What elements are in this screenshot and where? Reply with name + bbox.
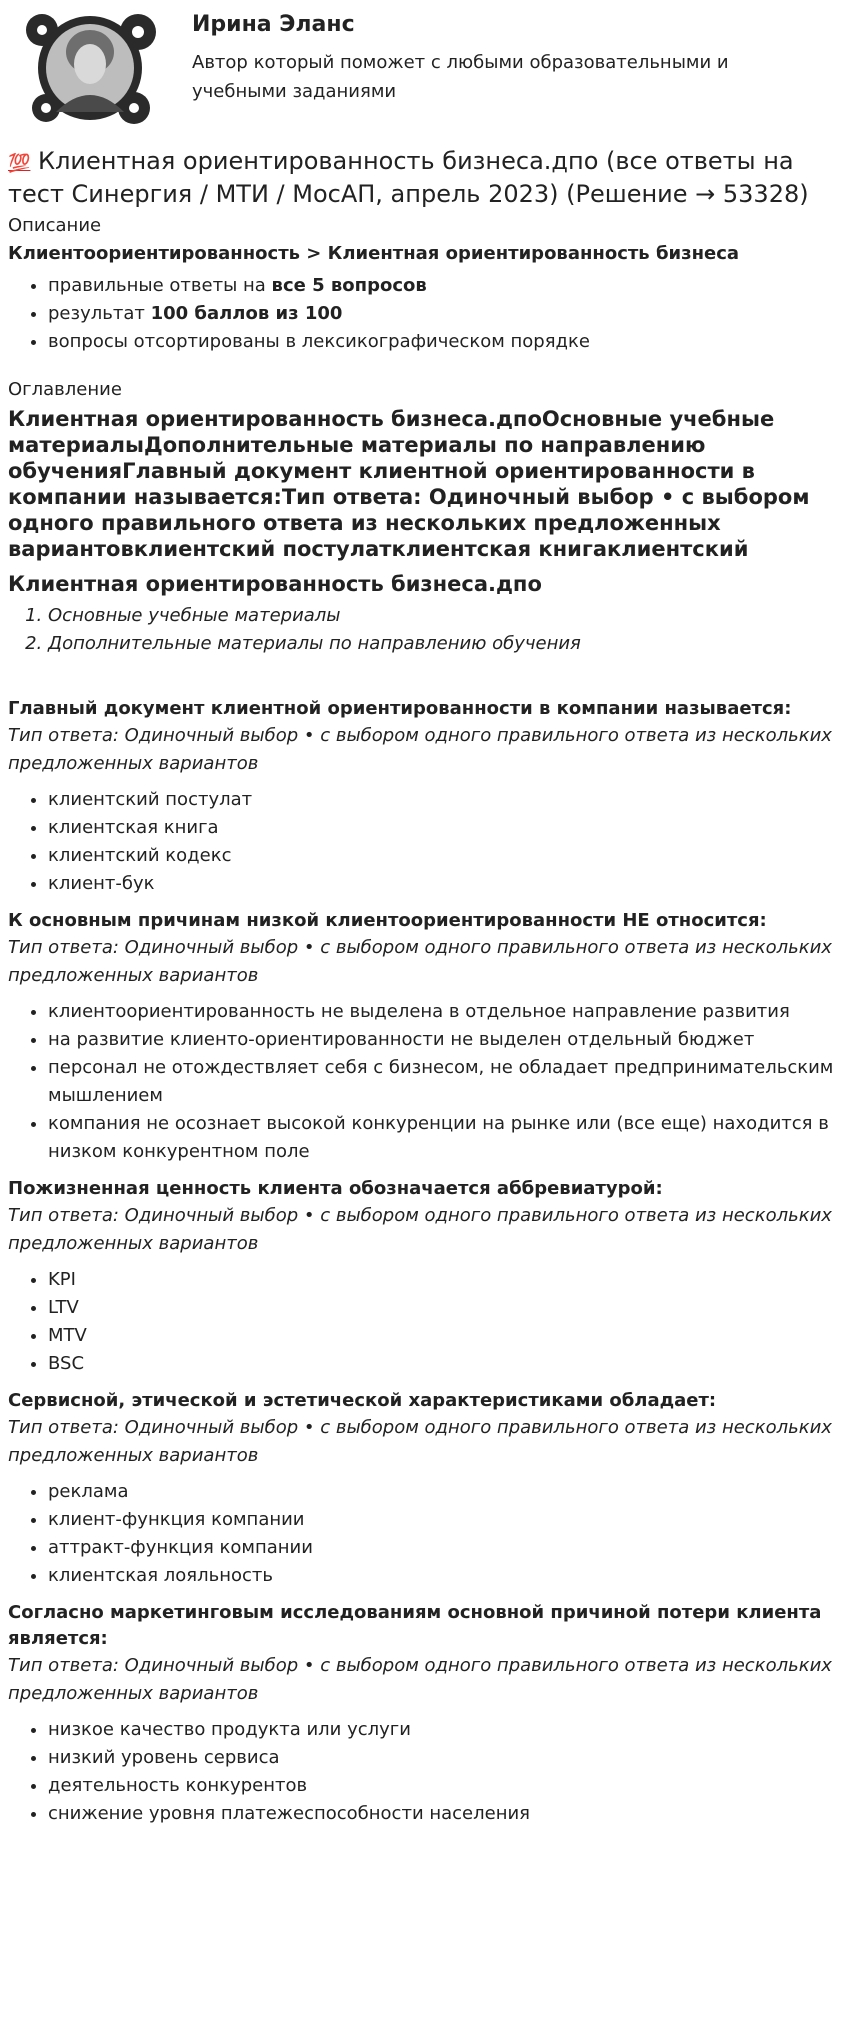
page-title — [8, 146, 839, 210]
answer-options — [8, 998, 839, 1166]
answer-option: • клиентский постулат — [48, 786, 839, 814]
question-type: Тип ответа: Одиночный выбор • с выбором одного правильного ответа из нескольких предложенных вариантов — [8, 725, 832, 774]
answer-options — [8, 1716, 839, 1828]
author-card — [8, 0, 839, 140]
course-heading: Клиентная ориентированность бизнеса.дпо — [8, 572, 542, 596]
answer-option: • LTV — [48, 1294, 839, 1322]
answer-option: • низкий уровень сервиса — [48, 1744, 839, 1772]
question-title: Сервисной, этической и эстетической характеристиками обладает: — [8, 1390, 717, 1411]
answer-option: • KPI — [48, 1266, 839, 1294]
answer-options — [8, 1478, 839, 1590]
answer-option: • BSC — [48, 1350, 839, 1378]
breadcrumb: Клиентоориентированность > Клиентная ориентированность бизнеса — [8, 243, 740, 264]
answer-option: • снижение уровня платежеспособности населения — [48, 1800, 839, 1828]
question-block — [8, 908, 839, 1166]
answer-options — [8, 786, 839, 898]
answer-option: • компания не осознает высокой конкуренции на рынке или (все еще) находится в низком конкурентном поле — [48, 1110, 839, 1166]
question-title: К основным причинам низкой клиентоориентированности НЕ относится: — [8, 910, 767, 931]
question-block — [8, 1388, 839, 1590]
answer-option: • клиентский кодекс — [48, 842, 839, 870]
answer-option: • клиент-функция компании — [48, 1506, 839, 1534]
question-title: Главный документ клиентной ориентированности в компании называется: — [8, 698, 792, 719]
question-type: Тип ответа: Одиночный выбор • с выбором одного правильного ответа из нескольких предложенных вариантов — [8, 937, 832, 986]
material-link[interactable]: 2. Дополнительные материалы по направлению обучения — [48, 630, 839, 658]
answer-option: • на развитие клиенто-ориентированности не выделен отдельный бюджет — [48, 1026, 839, 1054]
materials-list — [8, 602, 839, 658]
answer-option: • клиентская лояльность — [48, 1562, 839, 1590]
answer-option: • реклама — [48, 1478, 839, 1506]
question-title: Согласно маркетинговым исследованиям основной причиной потери клиента является: — [8, 1602, 822, 1649]
answer-option: • персонал не отождествляет себя с бизнесом, не обладает предпринимательским мышлением — [48, 1054, 839, 1110]
questions-list — [8, 696, 839, 1828]
toc-label: Оглавление — [8, 379, 122, 400]
question-type: Тип ответа: Одиночный выбор • с выбором одного правильного ответа из нескольких предложенных вариантов — [8, 1417, 832, 1466]
author-avatar[interactable] — [16, 8, 162, 128]
list-item: • вопросы отсортированы в лексикографическом порядке — [48, 328, 839, 356]
answer-option: • деятельность конкурентов — [48, 1772, 839, 1800]
answer-option: • MTV — [48, 1322, 839, 1350]
table-of-contents[interactable]: Клиентная ориентированность бизнеса.дпоОсновные учебные материалыДополнительные материалы по направлению обученияГлавный документ клиентной ориентированности в компании называется:Тип ответа: Одиночный выбор • с выбором одного правильного ответа из нескольких предложенных вариантовклиентский постулатклиентская книгаклиентский — [8, 407, 810, 561]
question-type: Тип ответа: Одиночный выбор • с выбором одного правильного ответа из нескольких предложенных вариантов — [8, 1205, 832, 1254]
list-item: • результат 100 баллов из 100 — [48, 300, 839, 328]
description-list — [8, 272, 839, 356]
question-title: Пожизненная ценность клиента обозначается аббревиатурой: — [8, 1178, 663, 1199]
answer-options — [8, 1266, 839, 1378]
question-block — [8, 696, 839, 898]
author-name[interactable]: Ирина Эланс — [192, 12, 355, 37]
material-link[interactable]: 1. Основные учебные материалы — [48, 602, 839, 630]
hundred-points-icon: 💯 — [8, 153, 31, 174]
author-description: Автор который поможет с любыми образовательными и учебными заданиями — [192, 52, 729, 102]
description-label: Описание — [8, 215, 102, 236]
question-block — [8, 1176, 839, 1378]
page-title-text: Клиентная ориентированность бизнеса.дпо (все ответы на тест Синергия / МТИ / МосАП, апрель 2023) (Решение → 53328) — [8, 147, 809, 208]
answer-option: • клиентоориентированность не выделена в отдельное направление развития — [48, 998, 839, 1026]
question-block — [8, 1600, 839, 1828]
answer-option: • клиентская книга — [48, 814, 839, 842]
question-type: Тип ответа: Одиночный выбор • с выбором одного правильного ответа из нескольких предложенных вариантов — [8, 1655, 832, 1704]
answer-option: • низкое качество продукта или услуги — [48, 1716, 839, 1744]
list-item: • правильные ответы на все 5 вопросов — [48, 272, 839, 300]
answer-option: • клиент-бук — [48, 870, 839, 898]
answer-option: • аттракт-функция компании — [48, 1534, 839, 1562]
